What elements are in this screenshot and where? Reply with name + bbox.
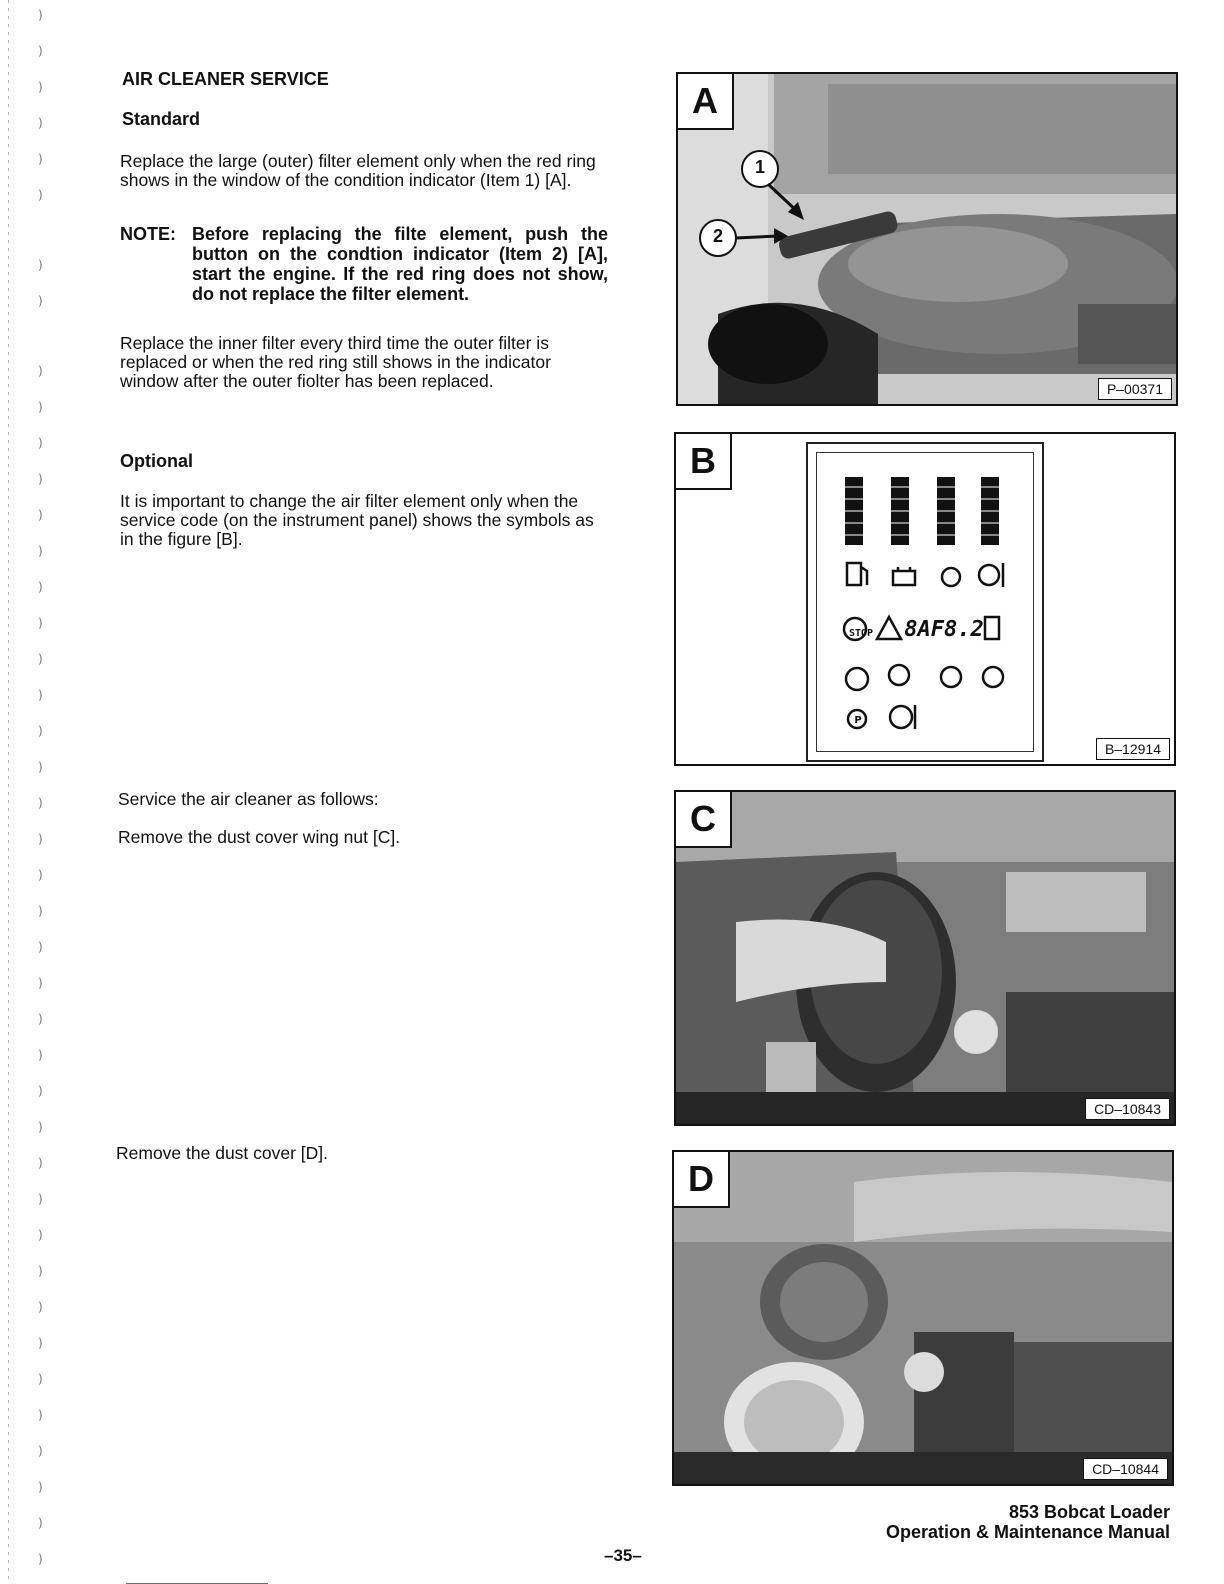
optional-heading: Optional [120, 451, 193, 471]
binding-mark: ) [38, 940, 43, 954]
binding-mark: ) [38, 724, 43, 738]
binding-margin [0, 0, 60, 1584]
binding-mark: ) [38, 1480, 43, 1494]
figure-a-letter: A [678, 74, 734, 130]
bar-gauges [845, 477, 999, 545]
optional-paragraph: It is important to change the air filter element only when the service code (on the instrument panel) shows the symbols as in the figure [B]. [120, 491, 594, 549]
figure-c-code: CD–10843 [1085, 1098, 1170, 1120]
service-code-display: 8AF8.2 [904, 617, 984, 642]
binding-mark: ) [38, 904, 43, 918]
binding-mark: ) [38, 1156, 43, 1170]
figure-d-photo [674, 1152, 1172, 1484]
figure-b-code: B–12914 [1096, 738, 1170, 760]
standard-heading: Standard [122, 109, 201, 129]
binding-mark: ) [38, 832, 43, 846]
binding-mark: ) [38, 116, 43, 130]
binding-mark: ) [38, 616, 43, 630]
binding-mark: ) [38, 188, 43, 202]
binding-mark: ) [38, 1048, 43, 1062]
instrument-panel [806, 442, 1044, 762]
note-label: NOTE: [120, 224, 176, 244]
figure-b-letter: B [676, 434, 732, 490]
figure-d [672, 1150, 1174, 1486]
manual-title-line-1: 853 Bobcat Loader [1008, 1502, 1170, 1522]
standard-paragraph: Replace the large (outer) filter element only when the red ring shows in the window of the condition indicator (Item 1) [A]. [120, 151, 596, 190]
warning-icons [844, 563, 1003, 729]
note-block [120, 224, 608, 304]
binding-mark: ) [38, 1516, 43, 1530]
step-c: Remove the dust cover wing nut [C]. [118, 827, 401, 847]
binding-mark: ) [38, 1372, 43, 1386]
binding-mark: ) [38, 652, 43, 666]
binding-mark: ) [38, 1552, 43, 1566]
svg-text:STOP: STOP [848, 628, 874, 639]
binding-mark: ) [38, 1408, 43, 1422]
figure-a-photo [678, 74, 1176, 404]
binding-mark: ) [38, 580, 43, 594]
figure-c-photo [676, 792, 1174, 1124]
binding-mark: ) [38, 976, 43, 990]
binding-mark: ) [38, 1012, 43, 1026]
page-number: –35– [604, 1546, 642, 1565]
binding-mark: ) [38, 760, 43, 774]
panel-symbols [817, 453, 1031, 749]
service-intro: Service the air cleaner as follows: [118, 789, 379, 809]
figure-a [676, 72, 1178, 406]
binding-mark: ) [38, 8, 43, 22]
binding-mark: ) [38, 44, 43, 58]
figure-d-letter: D [674, 1152, 730, 1208]
manual-title-line-2: Operation & Maintenance Manual [885, 1522, 1170, 1542]
binding-mark: ) [38, 436, 43, 450]
binding-mark: ) [38, 80, 43, 94]
callout-1: 1 [754, 157, 765, 177]
binding-mark: ) [38, 1084, 43, 1098]
binding-mark: ) [38, 1264, 43, 1278]
binding-mark: ) [38, 472, 43, 486]
binding-mark: ) [38, 258, 43, 272]
binding-mark: ) [38, 544, 43, 558]
section-title: AIR CLEANER SERVICE [122, 69, 329, 89]
callout-2: 2 [712, 226, 723, 246]
panel-display [816, 452, 1034, 752]
binding-mark: ) [38, 1444, 43, 1458]
binding-mark: ) [38, 1120, 43, 1134]
binding-mark: ) [38, 1228, 43, 1242]
binding-mark: ) [38, 688, 43, 702]
binding-mark: ) [38, 1336, 43, 1350]
inner-filter-paragraph: Replace the inner filter every third time the outer filter is replaced or when the red ring still shows in the indicator window after the outer fiolter has been replaced. [120, 333, 551, 391]
figure-b [674, 432, 1176, 766]
binding-mark: ) [38, 400, 43, 414]
binding-mark: ) [38, 364, 43, 378]
figure-a-code: P–00371 [1098, 378, 1172, 400]
manual-title [886, 1502, 1170, 1542]
figure-d-code: CD–10844 [1083, 1458, 1168, 1480]
binding-mark: ) [38, 1300, 43, 1314]
note-text: Before replacing the filte element, push the button on the condtion indicator (Item 2) [A], start the engine. If the red ring does not show, do not replace the filter element. [192, 224, 608, 304]
binding-mark: ) [38, 796, 43, 810]
binding-mark: ) [38, 508, 43, 522]
step-d: Remove the dust cover [D]. [116, 1143, 329, 1163]
figure-c-letter: C [676, 792, 732, 848]
binding-mark: ) [38, 868, 43, 882]
binding-mark: ) [38, 152, 43, 166]
binding-mark: ) [38, 294, 43, 308]
svg-text:P: P [854, 715, 862, 726]
punch-rule [8, 0, 9, 1584]
binding-mark: ) [38, 1192, 43, 1206]
figure-c [674, 790, 1176, 1126]
